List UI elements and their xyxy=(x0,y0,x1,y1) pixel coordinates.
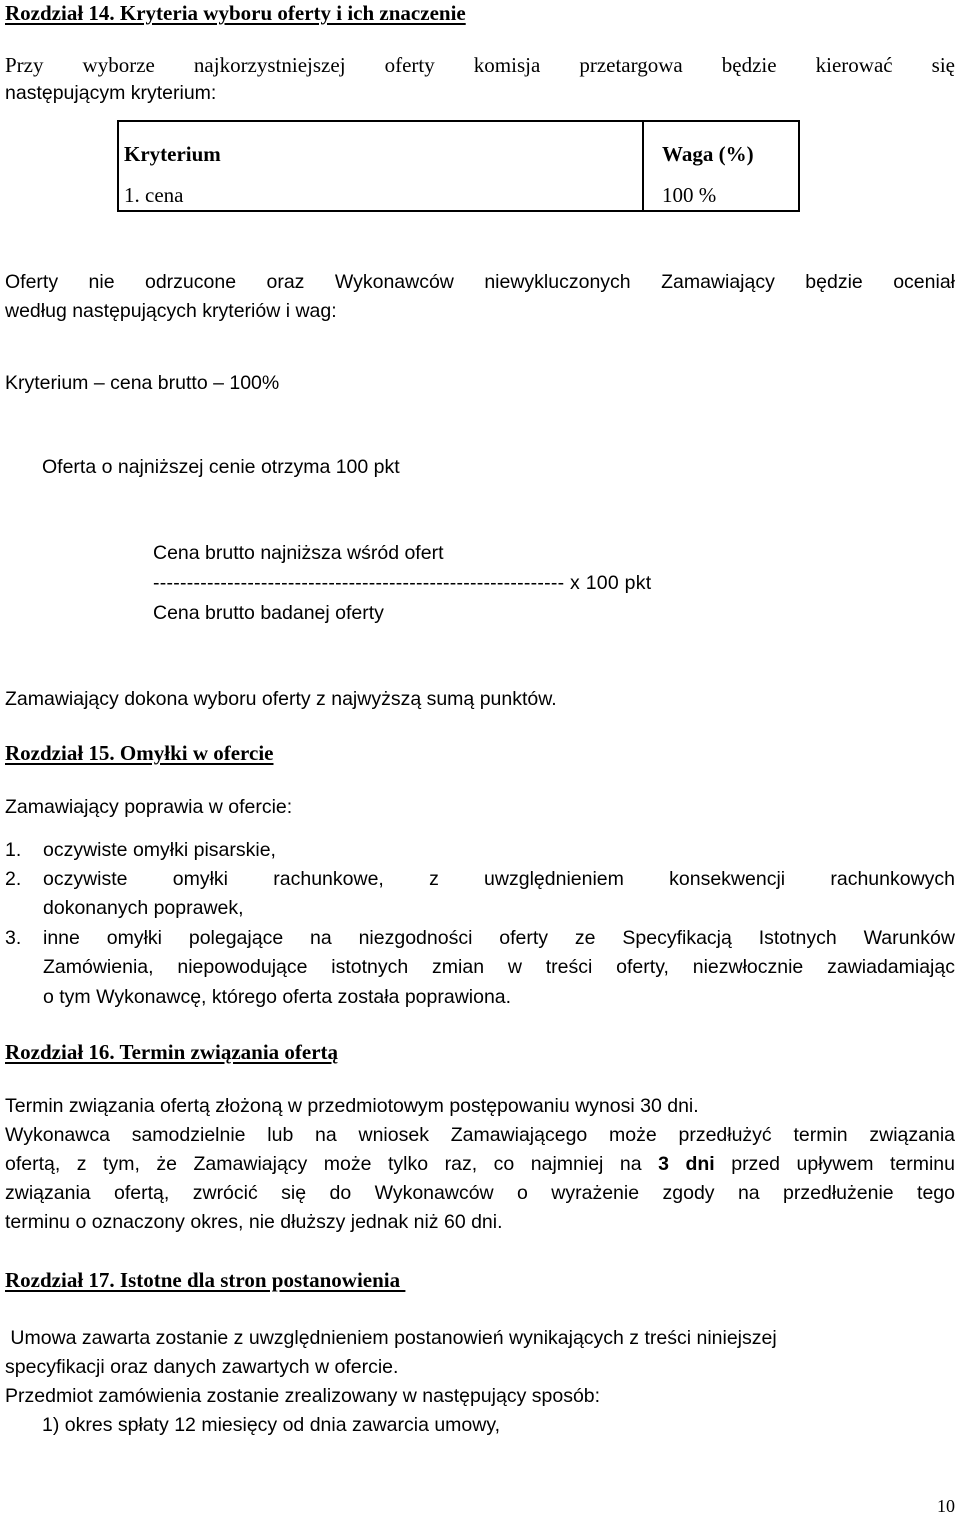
chapter-15-heading: Rozdział 15. Omyłki w ofercie xyxy=(5,741,274,765)
page-number: 10 xyxy=(937,1496,955,1516)
list-item-text: o tym Wykonawcę, którego oferta została poprawiona. xyxy=(43,986,512,1008)
chapter-17-line-2: specyfikacji oraz danych zawartych w ofercie. xyxy=(5,1356,399,1378)
table-header-criterion: Kryterium xyxy=(124,142,221,166)
criterion-line: Kryterium – cena brutto – 100% xyxy=(5,372,280,394)
list-item-text: oczywiste omyłki rachunkowe, z uwzględnieniem konsekwencji rachunkowych xyxy=(43,868,955,890)
chapter-16-heading: Rozdział 16. Termin związania ofertą xyxy=(5,1040,339,1064)
table-row-criterion: 1. cena xyxy=(124,183,184,207)
chapter-16-line-2: Wykonawca samodzielnie lub na wniosek Zamawiającego może przedłużyć termin związania xyxy=(5,1124,955,1146)
criteria-table xyxy=(117,120,800,212)
formula-numerator: Cena brutto najniższa wśród ofert xyxy=(153,542,444,564)
chapter-16-line-1: Termin związania ofertą złożoną w przedmiotowym postępowaniu wynosi 30 dni. xyxy=(5,1095,699,1117)
chapter-16-line-3 xyxy=(5,1152,955,1176)
chapter-14-intro-line-1: Przy wyborze najkorzystniejszej oferty komisja przetargowa będzie kierować się xyxy=(5,53,955,77)
criteria-paragraph-line-1: Oferty nie odrzucone oraz Wykonawców niewykluczonych Zamawiający będzie oceniał xyxy=(5,271,955,293)
chapter-17-line-3: Przedmiot zamówienia zostanie zrealizowany w następujący sposób: xyxy=(5,1385,601,1407)
list-item-text: dokonanych poprawek, xyxy=(43,897,244,919)
formula-denominator: Cena brutto badanej oferty xyxy=(153,602,384,624)
chapter-16-line-5: terminu o oznaczony okres, nie dłuższy jednak niż 60 dni. xyxy=(5,1211,503,1233)
list-item-number: 1. xyxy=(5,839,22,861)
chapter-17-line-4: 1) okres spłaty 12 miesięcy od dnia zawarcia umowy, xyxy=(42,1414,501,1436)
chapter-16-deadline-bold: 3 dni xyxy=(658,1153,715,1175)
chapter-17-heading: Rozdział 17. Istotne dla stron postanowienia xyxy=(5,1268,406,1292)
formula-fraction-line: ------------------------------------------------------------- x 100 pkt xyxy=(153,572,652,594)
selection-conclusion: Zamawiający dokona wyboru oferty z najwyższą sumą punktów. xyxy=(5,688,557,710)
chapter-14-heading: Rozdział 14. Kryteria wyboru oferty i ich znaczenie xyxy=(5,1,466,25)
chapter-16-line-3-pre: ofertą, z tym, że Zamawiający może tylko raz, co najmniej na xyxy=(5,1153,659,1175)
list-item-number: 2. xyxy=(5,868,22,890)
points-line: Oferta o najniższej cenie otrzyma 100 pkt xyxy=(42,456,400,478)
list-item-text: oczywiste omyłki pisarskie, xyxy=(43,839,276,861)
chapter-16-line-3-post: przed upływem terminu xyxy=(714,1153,955,1175)
criteria-paragraph-line-2: według następujących kryteriów i wag: xyxy=(5,300,337,322)
list-item-text: Zamówienia, niepowodujące istotnych zmian w treści oferty, niezwłocznie zawiadamiając xyxy=(43,956,955,978)
chapter-15-intro: Zamawiający poprawia w ofercie: xyxy=(5,796,293,818)
table-row-weight: 100 % xyxy=(662,183,717,207)
chapter-14-intro-text: następującym kryterium: xyxy=(5,82,217,104)
chapter-14-intro-line-2 xyxy=(5,81,955,105)
table-header-weight: Waga (%) xyxy=(662,142,754,166)
table-divider xyxy=(642,122,644,210)
chapter-17-line-1: Umowa zawarta zostanie z uwzględnieniem postanowień wynikających z treści niniejszej xyxy=(5,1327,777,1349)
list-item-text: inne omyłki polegające na niezgodności oferty ze Specyfikacją Istotnych Warunków xyxy=(43,927,955,949)
list-item-number: 3. xyxy=(5,927,22,949)
chapter-16-line-4: związania ofertą, zwrócić się do Wykonawców o wyrażenie zgody na przedłużenie tego xyxy=(5,1182,955,1204)
